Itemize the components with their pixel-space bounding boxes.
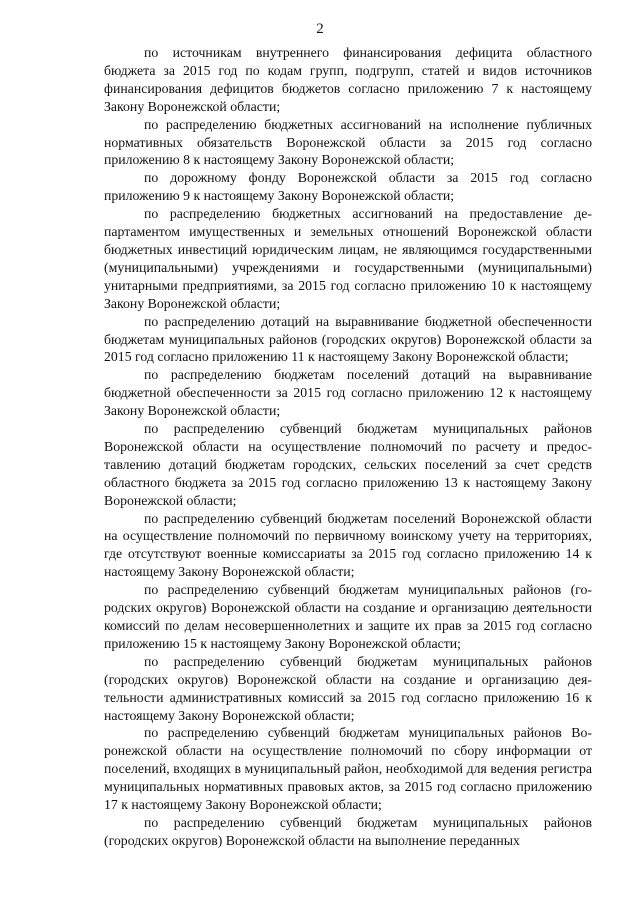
document-body xyxy=(104,44,592,850)
paragraph: по распределению субвенций бюджетам поселений Воронежской области на осуществление полномочий по первичному воинскому учету на территориях, где отсутствуют военные комиссариаты за 2015 год согласно приложению 14 к настоящему Закону Воронежской области; xyxy=(104,510,592,580)
paragraph: по распределению субвенций бюджетам муниципальных районов Воронежской области на осуществление полномочий по сбору информации от поселений, входящих в муниципальный район, необходимой для ведения регистра муниципальных нормативных правовых актов, за 2015 год согласно приложению 17 к настоящему Закону Воронежской области; xyxy=(104,725,592,813)
paragraph: по дорожному фонду Воронежской области за 2015 год согласно приложению 9 к настоящему Закону Воронежской области; xyxy=(104,170,592,204)
paragraph: по распределению бюджетных ассигнований на предоставление департаментом имущественных и земельных отношений Воронежской области бюджетных инвестиций юридическим лицам, не являющимся государственными (муниципальными) учреждениями и государственными (муниципальными) унитарными предприятиями, за 2015 год согласно приложению 10 к настоящему Закону Воронежской области; xyxy=(104,206,592,311)
paragraph: по распределению субвенций бюджетам муниципальных районов Воронежской области на осуществление полномочий по расчету и предоставлению дотаций бюджетам городских, сельских поселений за счет средств областного бюджета за 2015 год согласно приложению 13 к настоящему Закону Воронежской области; xyxy=(104,421,592,508)
paragraph: по распределению бюджетных ассигнований на исполнение публичных нормативных обязательств Воронежской области за 2015 год согласно приложению 8 к настоящему Закону Воронежской области; xyxy=(104,116,592,168)
paragraph: по распределению дотаций на выравнивание бюджетной обеспеченности бюджетам муниципальных районов (городских округов) Воронежской области за 2015 год согласно приложению 11 к настоящему Закону Воронежской области; xyxy=(104,313,592,365)
paragraph: по распределению субвенций бюджетам муниципальных районов (городских округов) Воронежской области на создание и организацию деятельности комиссий по делам несовершеннолетних и защите их прав за 2015 год согласно приложению 15 к настоящему Закону Воронежской области; xyxy=(104,582,592,651)
paragraph: по источникам внутреннего финансирования дефицита областного бюджета за 2015 год по кодам групп, подгрупп, статей и видов источников финансирования дефицитов бюджетов согласно приложению 7 к настоящему Закону Воронежской области; xyxy=(104,45,592,114)
paragraph: по распределению субвенций бюджетам муниципальных районов (городских округов) Воронежской области на выполнение переданных xyxy=(104,814,592,848)
paragraph: по распределению субвенций бюджетам муниципальных районов (городских округов) Воронежской области на создание и организацию деятельности административных комиссий за 2015 год согласно приложению 16 к настоящему Закону Воронежской области; xyxy=(104,653,592,723)
page-number: 2 xyxy=(316,21,324,37)
paragraph: по распределению бюджетам поселений дотаций на выравнивание бюджетной обеспеченности за 2015 год согласно приложению 12 к настоящему Закону Воронежской области; xyxy=(104,367,592,419)
